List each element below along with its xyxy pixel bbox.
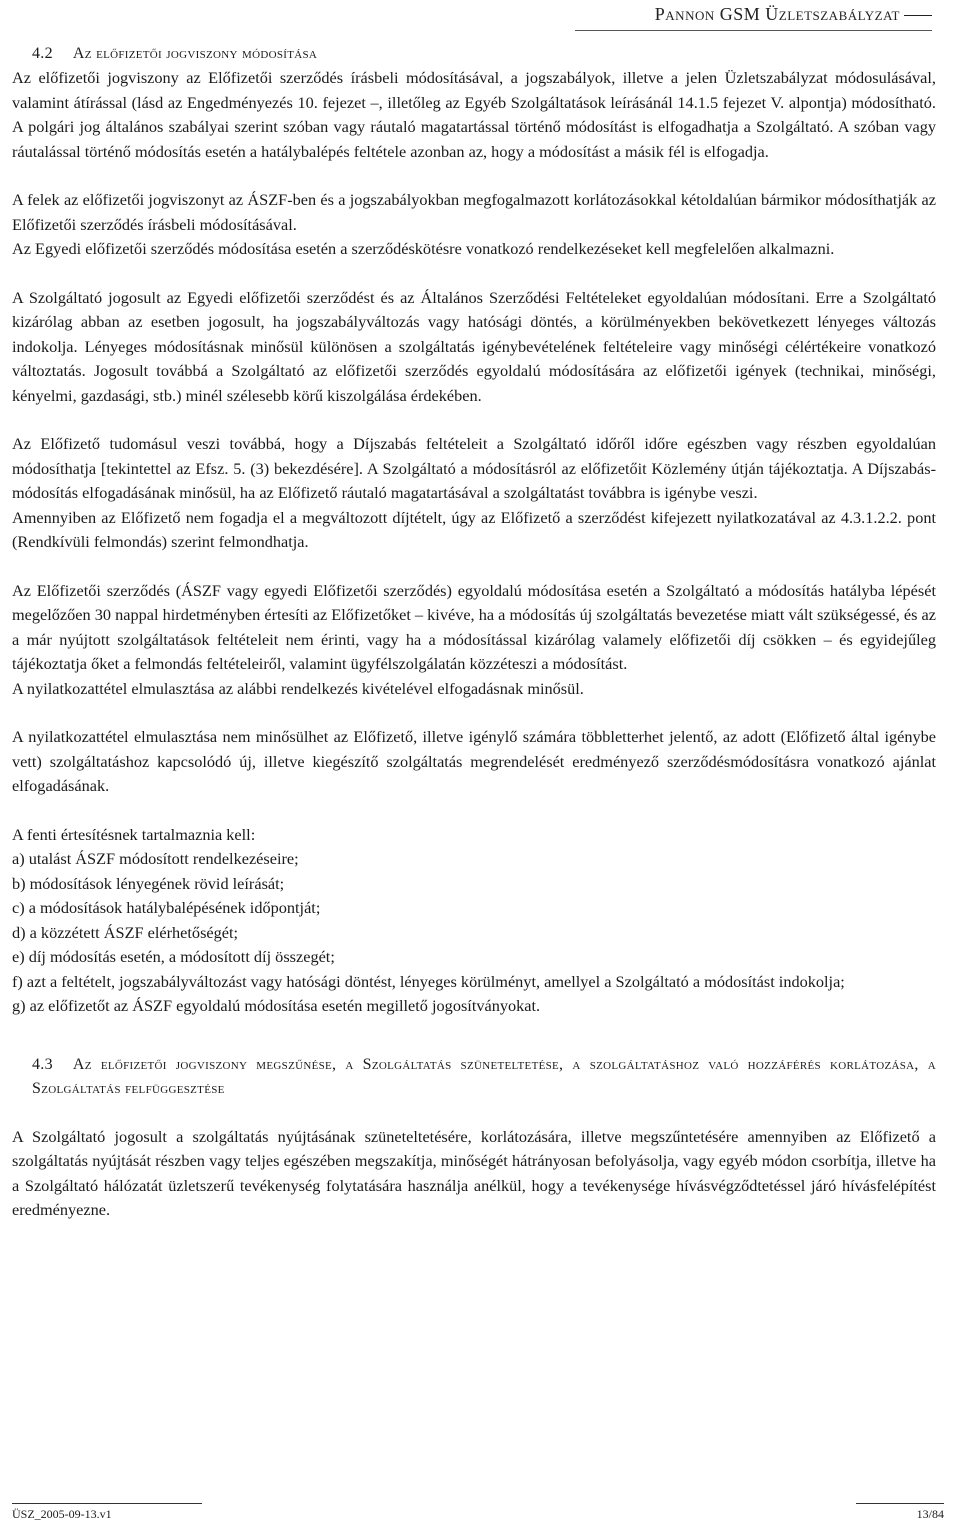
paragraph: A fenti értesítésnek tartalmaznia kell: <box>12 824 256 844</box>
paragraph: A felek az előfizetői jogviszonyt az ÁSZF-ben és a jogszabályokban megfogalmazott korlátozásokkal kétoldalúan bármikor módosíthatják az Előfizetői szerződés írásbeli módosításával. <box>12 190 936 234</box>
spacer <box>12 408 936 432</box>
list-item: f) azt a feltételt, jogszabályváltozást vagy hatósági döntést, lényeges körülményt, amellyel a Szolgáltató a módosítást indokolja; <box>12 971 845 991</box>
page-header <box>655 4 932 29</box>
header-underline <box>575 30 932 31</box>
list-item: e) díj módosítás esetén, a módosított díj összegét; <box>12 947 335 966</box>
footer-page-number: 13/84 <box>916 1507 944 1521</box>
footer-rule-left <box>12 1503 202 1504</box>
section-4-3-number: 4.3 <box>32 1055 53 1073</box>
footer-rule-right <box>856 1503 944 1504</box>
paragraph: Amennyiben az Előfizető nem fogadja el a megváltozott díjtételt, úgy az Előfizető a szerződést kifejezett nyilatkozatával az 4.3.1.2.2. pont (Rendkívüli felmondás) szerint felmondhatja. <box>12 507 936 551</box>
spacer <box>12 555 936 579</box>
spacer <box>12 701 936 725</box>
document-body <box>12 42 936 1223</box>
paragraph: A nyilatkozattétel elmulasztása az alábbi rendelkezés kivételével elfogadásnak minősül. <box>12 678 584 698</box>
section-4-2-title: Az előfizetői jogviszony módosítása <box>72 45 318 62</box>
paragraph: Az előfizetői jogviszony az Előfizetői szerződés írásbeli módosításával, a jogszabályok, illetve a jelen Üzletszabályzat módosulásával, valamint átírással (lásd az Engedményezés 10. fejezet –, illetőleg az Egyéb Szolgáltatások leírásánál 14.1.5 fejezet V. alpontja) módosítható. A polgári jog általános szabályai szerint szóban vagy ráutaló magatartással történő módosítást is elfogadhatja a Szolgáltató. A szóban vagy ráutalással történő módosítás esetén a hatálybalépés feltétele azonban az, hogy a módosítást a másik fél is elfogadja. <box>12 68 936 161</box>
section-4-2-heading <box>32 42 936 66</box>
spacer <box>12 1101 936 1125</box>
list-item: a) utalást ÁSZF módosított rendelkezéseire; <box>12 849 299 868</box>
list-item: c) a módosítások hatálybalépésének időpontját; <box>12 898 321 917</box>
header-rule <box>904 15 932 16</box>
spacer <box>12 262 936 286</box>
section-4-2-number: 4.2 <box>32 45 53 62</box>
list-item: d) a közzétett ÁSZF elérhetőségét; <box>12 922 239 942</box>
section-4-3-heading <box>32 1053 936 1101</box>
paragraph: Az Előfizető tudomásul veszi továbbá, hogy a Díjszabás feltételeit a Szolgáltató időről időre egészben vagy részben egyoldalúan módosíthatja [tekintettel az Efsz. 5. (3) bekezdésére]. A Szolgáltató a módosításról az előfizetőit Közlemény útján tájékoztatja. A Díjszabás-módosítás elfogadásának minősül, ha az Előfizető ráutaló magatartásával a szolgáltatást továbbra is igénybe veszi. <box>12 434 936 502</box>
list-item: g) az előfizetőt az ÁSZF egyoldalú módosítása esetén megillető jogosítványokat. <box>12 996 541 1015</box>
paragraph: A nyilatkozattétel elmulasztása nem minősülhet az Előfizető, illetve igénylő számára többletterhet jelentő, az adott (Előfizető által igénybe vett) szolgáltatáshoz kapcsolódó új, illetve kiegészítő szolgáltatás megrendelését eredményező szerződésmódosításra vonatkozó ajánlat elfogadásának. <box>12 727 936 795</box>
requirements-list <box>12 847 936 1019</box>
section-4-3-title: Az előfizetői jogviszony megszűnése, a Szolgáltatás szüneteltetése, a szolgáltatáshoz való hozzáférés korlátozása, a Szolgáltatás felfüggesztése <box>32 1055 936 1097</box>
paragraph: Az Előfizetői szerződés (ÁSZF vagy egyedi Előfizetői szerződés) egyoldalú módosítása esetén a Szolgáltató a módosítás hatályba lépését megelőzően 30 nappal hirdetményben értesíti az Előfizetőket – kivéve, ha a módosítás új szolgáltatás bevezetése miatt vált szükségessé, és az a már nyújtott szolgáltatások feltételeit nem érinti, vagy ha a módosítással kizárólag valamely előfizetői díj csökken – és egyidejűleg tájékoztatja őket a felmondás feltételeiről, valamint ügyfélszolgálatán közzéteszi a módosítást. <box>12 580 936 673</box>
spacer <box>12 164 936 188</box>
paragraph: A Szolgáltató jogosult az Egyedi előfizetői szerződést és az Általános Szerződési Feltételeket egyoldalúan módosítani. Erre a Szolgáltató kizárólag abban az esetben jogosult, ha jogszabályváltozás vagy hatósági döntés, a körülményekben bekövetkezett lényeges változás indokolja. Lényeges módosításnak minősül különösen a szolgáltatás igénybevételének feltételeire vagy minőségi célértékeire vonatkozó változtatás. Jogosult továbbá a Szolgáltató az előfizetői szerződés egyoldalú módosítására az előfizetői igények (technikai, minőségi, kényelmi, gazdasági, stb.) minél szélesebb körű kiszolgálása érdekében. <box>12 287 936 405</box>
header-title: Pannon GSM Üzletszabályzat <box>654 4 900 24</box>
paragraph: Az Egyedi előfizetői szerződés módosítása esetén a szerződéskötésre vonatkozó rendelkezéseket kell megfelelően alkalmazni. <box>12 239 835 258</box>
spacer <box>12 799 936 823</box>
footer-doc-id: ÜSZ_2005-09-13.v1 <box>12 1507 112 1521</box>
list-item: b) módosítások lényegének rövid leírását; <box>12 873 285 893</box>
paragraph: A Szolgáltató jogosult a szolgáltatás nyújtásának szüneteltetésére, korlátozására, illetve megszűntetésére amennyiben az Előfizető a szolgáltatás nyújtását részben vagy teljes egészében megszakítja, minőségét hátrányosan befolyásolja, vagy egyéb módon csorbítja, illetve ha a Szolgáltató hálózatát üzletszerű tevékenység folytatására használja anélkül, hogy a tevékenysége hívásvégződtetéssel járó hívásfelépítést eredményezne. <box>12 1126 936 1219</box>
